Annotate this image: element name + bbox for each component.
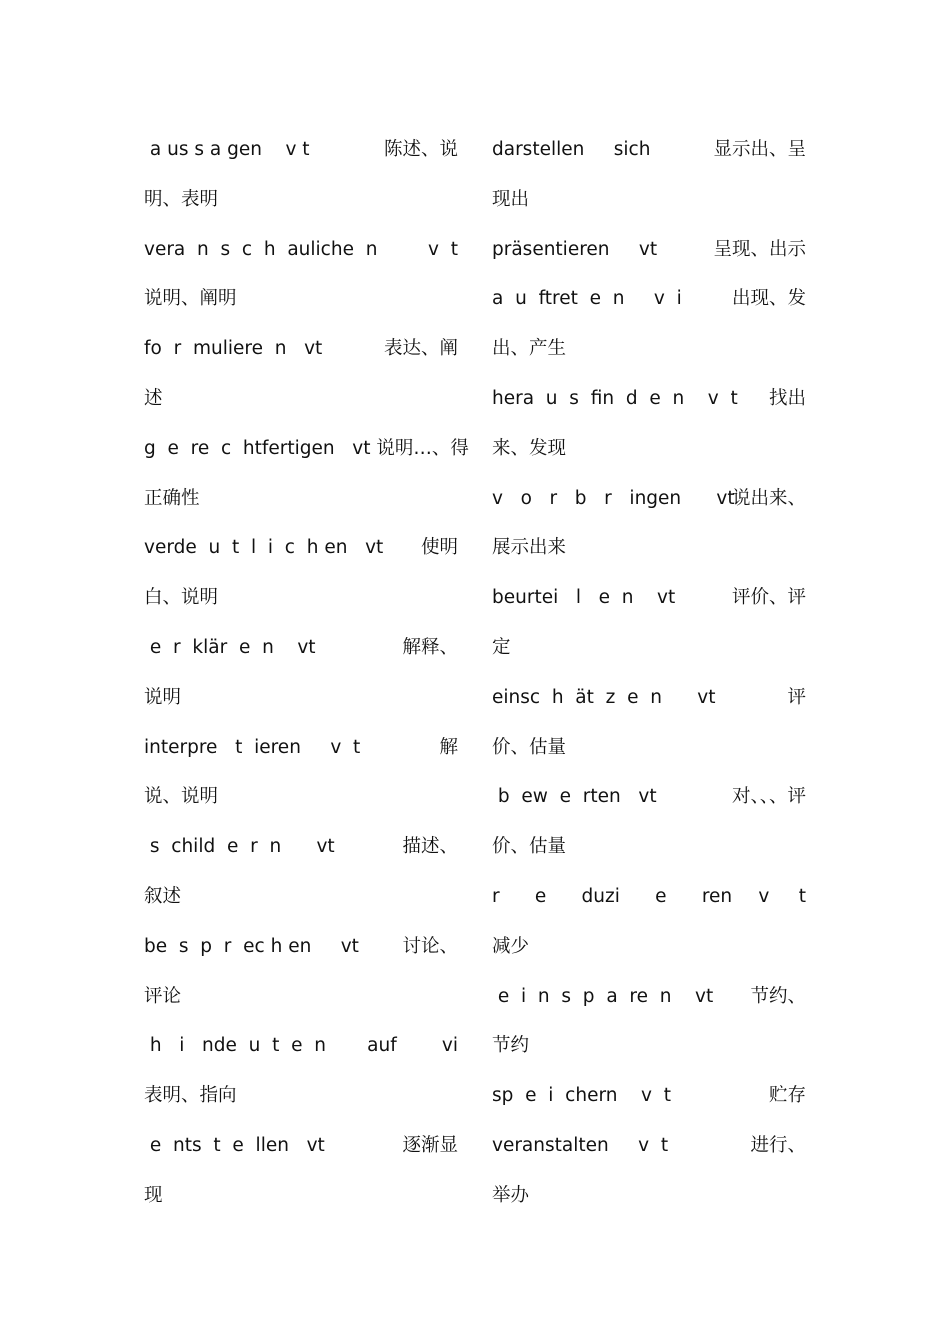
- vocab-line: [492, 623, 814, 673]
- vocab-line: [144, 972, 466, 1022]
- vocab-term: be s p r ec h en vt: [144, 935, 359, 957]
- vocab-translation: v t: [758, 885, 806, 907]
- vocab-line: [144, 872, 466, 922]
- vocab-term: 出、产生: [492, 338, 567, 360]
- vocab-line: [492, 772, 814, 822]
- vocab-term: 减少: [492, 935, 530, 957]
- vocab-term: sp e i chern v t: [492, 1085, 671, 1107]
- vocab-term: 说明、阐明: [144, 288, 237, 310]
- vocab-line: [492, 1021, 814, 1071]
- vocab-translation: 找出: [768, 387, 806, 409]
- vocab-line: [492, 673, 814, 723]
- vocab-term: 价、估量: [492, 836, 567, 858]
- vocab-term: s child e r n vt: [144, 836, 335, 858]
- vocab-term: 定: [492, 636, 511, 658]
- vocab-line: [492, 274, 814, 324]
- vocab-line: [492, 474, 814, 524]
- vocab-line: [492, 822, 814, 872]
- vocab-term: e nts t e llen vt: [144, 1134, 325, 1156]
- vocab-term: 明、表明: [144, 188, 219, 210]
- vocab-term: beurtei l e n vt: [492, 587, 676, 609]
- vocab-line: [144, 1021, 466, 1071]
- vocab-translation: 贮存: [768, 1085, 806, 1107]
- vocab-line: [492, 225, 814, 275]
- vocab-translation: 逐渐显: [402, 1134, 458, 1156]
- vocab-translation: 解: [439, 736, 458, 758]
- vocab-term: r e duzi e ren: [492, 885, 733, 907]
- vocab-line: [144, 374, 466, 424]
- vocab-term: hera u s fin d e n v t: [492, 387, 738, 409]
- vocab-line: [144, 175, 466, 225]
- vocab-line: [144, 673, 466, 723]
- vocab-line: [144, 225, 466, 275]
- vocab-term: darstellen sich: [492, 139, 651, 160]
- vocab-term: 现出: [492, 188, 530, 210]
- vocab-line: [492, 424, 814, 474]
- vocab-term: 说、说明: [144, 786, 219, 808]
- vocab-term: präsentieren vt: [492, 238, 658, 260]
- vocab-line: [492, 922, 814, 972]
- vocab-term: g e re c htfertigen vt 说明…、得: [144, 437, 469, 459]
- vocab-term: a u ftret e n v i: [492, 288, 682, 310]
- vocab-term: 正确性: [144, 487, 200, 509]
- vocab-line: [144, 125, 466, 175]
- vocab-translation: 表达、阐: [383, 338, 458, 360]
- vocab-translation: 描述、: [402, 836, 458, 858]
- vocab-term: 评论: [144, 985, 182, 1007]
- vocab-line: [492, 1071, 814, 1121]
- vocab-line: [492, 324, 814, 374]
- vocab-line: [144, 822, 466, 872]
- vocab-line: [144, 274, 466, 324]
- vocab-translation: 说出来、: [731, 487, 806, 509]
- vocab-line: [492, 972, 814, 1022]
- vocab-term: 表明、指向: [144, 1085, 237, 1107]
- vocab-term: 叙述: [144, 885, 182, 907]
- vocab-line: [492, 872, 814, 922]
- vocab-term: veranstalten v t: [492, 1134, 669, 1156]
- vocab-line: [144, 723, 466, 773]
- vocab-line: [144, 1071, 466, 1121]
- vocab-line: [144, 424, 469, 474]
- vocab-line: [492, 573, 814, 623]
- vocab-line: [144, 523, 466, 573]
- vocab-line: [144, 772, 466, 822]
- vocab-term: e r klär e n vt: [144, 636, 316, 658]
- vocab-translation: 对、、、评: [731, 786, 806, 808]
- vocab-translation: 解释、: [402, 636, 458, 658]
- vocab-term: e i n s p a re n vt: [492, 985, 714, 1007]
- vocab-translation: v t: [428, 238, 458, 260]
- vocab-translation: 评价、评: [731, 587, 806, 609]
- vocab-term: v o r b r ingen vt: [492, 487, 735, 509]
- vocab-line: [492, 1121, 814, 1171]
- vocab-term: 展示出来: [492, 537, 567, 559]
- vocab-line: [492, 374, 814, 424]
- vocab-term: 述: [144, 387, 163, 409]
- vocab-line: [492, 523, 814, 573]
- vocab-term: verde u t l i c h en vt: [144, 537, 384, 559]
- vocab-line: [492, 1171, 814, 1221]
- vocab-translation: 使明: [420, 537, 458, 559]
- vocab-line: [492, 175, 814, 225]
- vocab-line: [144, 1121, 466, 1171]
- vocab-line: [144, 922, 466, 972]
- vocab-term: interpre t ieren v t: [144, 736, 361, 758]
- vocab-term: einsc h ät z e n vt: [492, 686, 716, 708]
- vocab-line: [492, 723, 814, 773]
- vocab-term: h i nde u t e n auf: [144, 1035, 397, 1057]
- vocab-line: [144, 623, 466, 673]
- right-column: [492, 125, 814, 1221]
- left-column: [144, 125, 469, 1221]
- vocab-translation: 显示出、呈: [713, 139, 806, 160]
- vocab-translation: 陈述、说: [383, 139, 458, 160]
- vocab-term: vera n s c h auliche n: [144, 238, 378, 260]
- vocab-line: [144, 573, 466, 623]
- vocab-translation: 进行、: [750, 1134, 806, 1156]
- vocab-term: 说明: [144, 686, 182, 708]
- vocab-translation: 出现、发: [731, 288, 806, 310]
- vocab-line: [144, 474, 466, 524]
- vocab-line: [492, 125, 814, 175]
- vocab-translation: 呈现、出示: [713, 238, 806, 260]
- vocab-term: 白、说明: [144, 587, 219, 609]
- vocab-translation: 评: [787, 686, 806, 708]
- vocab-term: 来、发现: [492, 437, 567, 459]
- vocab-term: 举办: [492, 1184, 530, 1206]
- vocab-line: [144, 1171, 466, 1221]
- vocab-term: 价、估量: [492, 736, 567, 758]
- vocab-term: fo r muliere n vt: [144, 338, 323, 360]
- vocab-term: 现: [144, 1184, 163, 1206]
- vocab-term: b ew e rten vt: [492, 786, 657, 808]
- vocab-term: 节约: [492, 1035, 530, 1057]
- vocab-term: a us s a gen v t: [144, 139, 310, 160]
- vocab-translation: 讨论、: [402, 935, 458, 957]
- vocab-line: [144, 324, 466, 374]
- vocab-translation: 节约、: [750, 985, 806, 1007]
- vocab-translation: vi: [441, 1035, 458, 1057]
